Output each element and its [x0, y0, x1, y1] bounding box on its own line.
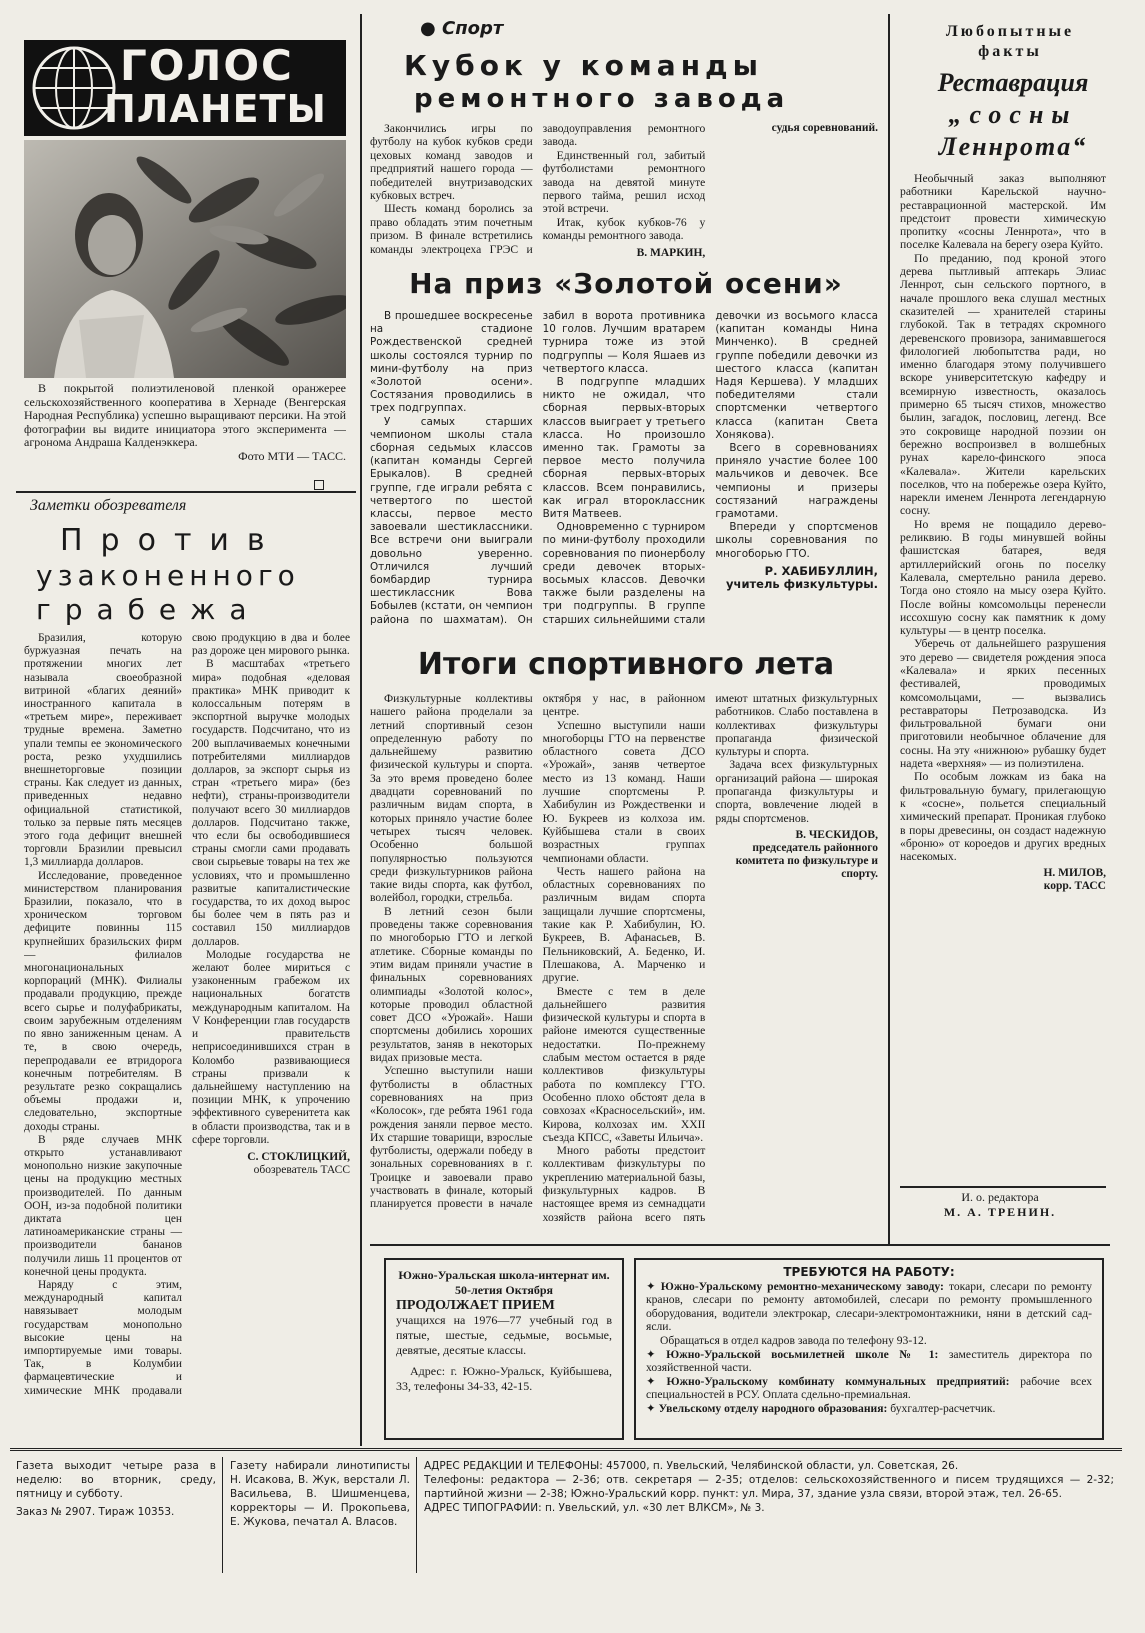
footer-divider [416, 1457, 417, 1573]
lyub-paragraph: По преданию, под кроной этого дерева пытливый аптекарь Элиас Леннрот, сын сельского портного, в начале прошлого века слушал местных сказителей — хранителей старины глубокой. Так в тетрадях скромного деревенского провизора, занимавшегося филологией любопытства ради, но именно благодаря этому получившего вскоре университетскую кафедру и всемирную известность, оказалось примерно 65 тысяч стихов, множество былин, загадок, пословиц, легенд. Все это сокровище народной поэзии он бережно воспроизвел в волшебных рунах карело-финского эпоса «Калевала». Жители карельских поселков, что на побережье озера Куйто, нарекли именем Леннрота легендарную сосну. [900, 251, 1106, 518]
itogi-author: В. ЧЕСКИДОВ, председатель районного комитета по физкультуре и спорту. [735, 828, 878, 880]
itogi-paragraph: Много работы предстоит коллективам физкультуры по укреплению материальной базы, физкультурных кадров. В настоящее время из семнадцати хозяйств района всего пять имеют штатных физкультурных работников. Слабо поставлена в коллективах физкультуры пропаганда физической культуры и спорта. [542, 692, 878, 1224]
footer-phones: Телефоны: редактора — 2-36; отв. секретаря — 2-35; отделов: сельскохозяйственного и писем трудящихся — 2-32; партийной жизни — 2-38; Южно-Уральский корр. пункт: ул. Мира, 37, здание узла связи, второй этаж, тел. 26-65. [424, 1474, 1114, 1500]
kubok-paragraph: Закончились игры по футболу на кубок кубков среди цеховых команд заводов и предприятий нашего города — победителей внутризаводских кубковых встреч. [370, 122, 533, 203]
divider [370, 1244, 1110, 1246]
photo-illustration [24, 140, 346, 378]
lyub-paragraph: Но время не пощадило дерево-реликвию. В годы минувшей войны фашистская батарея, ведя артиллерийский огонь по поселку Калевала, смертельно ранила дерево. Тогда оно стояло на мысу озера Куйто. После войны комсомольцы перенесли иссохшую сосну как памятник к дому культуры — в центр поселка. [900, 517, 1106, 638]
editor-block [900, 1190, 1100, 1220]
editor-name: М. А. ТРЕНИН. [943, 1205, 1057, 1219]
jobs-item: ✦ Южно-Уральскому комбинату коммунальных предприятий: рабочие всех специальностей в РСУ. Оплата сдельно-премиальная. [646, 1374, 1092, 1402]
priz-paragraph: В прошедшее воскресенье на стадионе Рождественской средней школы состоялся турнир по мини-футболу на приз «Золотой осени». Состязания проводились в трех подгруппах. [370, 310, 533, 415]
lyub-title-3: Леннрота“ [938, 132, 1088, 161]
school-ad-text: учащихся на 1976—77 учебный год в пятые, шестые, седьмые, восьмые, девятые, десятые классы. [396, 1313, 612, 1357]
priz-title: На приз «Золотой осени» [409, 267, 843, 300]
footer-schedule [16, 1459, 216, 1519]
jobs-item: ✦ Южно-Уральскому ремонтно-механическому заводу: токари, слесари по ремонту кранов, слесари по ремонту автомобилей, слесари по ремонту промышленного оборудования, водители электрокар, слесари-электромонтажники, няни в детский сад-ясли. [646, 1279, 1093, 1334]
priz-paragraph: В подгруппе младших никто не ожидал, что сборная первых-вторых классов выиграет у третьего класса. Но произошло именно так. Грамоты за первое место получила сборная первых-вторых классов. Всем понравились, как играл второклассник Витя Матвеев. [542, 376, 706, 521]
kubok-body [370, 122, 878, 262]
itogi-title: Итоги спортивного лета [417, 647, 835, 682]
zametki-rubric: Заметки обозревателя [30, 497, 187, 514]
lyubopytnye-rubric: Любопытные факты [945, 23, 1075, 60]
zametki-title-3: грабежа [36, 594, 261, 626]
divider [16, 491, 356, 493]
jobs-title: ТРЕБУЮТСЯ НА РАБОТУ: [783, 1265, 955, 1279]
footer-schedule-text: Газета выходит четыре раза в неделю: во вторник, среду, пятницу и субботу. [16, 1460, 216, 1500]
zametki-paragraph: Наряду с этим, международный капитал навязывает молодым государствам монопольно высокие цены на импортируемые ими товары. Так, в Колумбии фармацевтические и химические МНК продавали свою продукцию в два и более раз дороже цен мирового рынка. [24, 632, 350, 1397]
diamond-icon: ✦ [646, 1347, 667, 1361]
itogi-paragraph: Честь нашего района на областных соревнованиях по различным видам спорта защищали лучшие спортсмены, такие как Р. Хабибулин, Ю. Букреев, В. Афанасьев, В. Пельниковский, А. Беденко, И. Плешакова, А. Марченко и другие. [542, 864, 706, 985]
school-ad-headline: ПРОДОЛЖАЕТ ПРИЕМ [396, 1298, 555, 1313]
zametki-paragraph: В масштабах «третьего мира» подобная «деловая практика» МНК приводит к колоссальным потерям в экспортной выручке молодых государств. Подсчитано, что из 200 выплачиваемых конечными потребителями миллиардов долларов, за экспорт сырья из стран «третьего мира» (без нефти), страны-производители получают всего 30 миллиардов долларов. Подсчитано также, что если бы освободившиеся страны смогли сами продавать свои сырьевые товары на тех же условиях, что и промышленно развитые капиталистические государства, то их доход вырос бы более чем в пять раз и составил 150 миллиардов долларов. [192, 658, 350, 948]
column-divider [360, 14, 362, 1446]
jobs-item: ✦ Увельскому отделу народного образования: бухгалтер-расчетчик. [646, 1401, 996, 1415]
kubok-paragraph: Итак, кубок кубков-76 у команды ремонтного завода. [542, 215, 706, 243]
lyub-paragraph: Уберечь от дальнейшего разрушения это дерево — свидетеля рождения эпоса «Калевала» и ярких песенных фестивалей, проводимых комсомольцами, — вызвались реставраторы Петрозаводска. Из фильтровальной бумаги они приготовили необычное облачение для сосны. На эту «нижнюю» рубашку будет надета «верхняя» — из полиэтилена. [900, 637, 1106, 771]
zametki-title-2: узаконенного [36, 560, 300, 592]
lyub-title-1: Реставрация [937, 68, 1089, 97]
column-divider [888, 14, 890, 1244]
priz-author: Р. ХАБИБУЛЛИН, учитель физкультуры. [726, 563, 878, 591]
diamond-icon: ✦ [646, 1279, 661, 1293]
photo-credit: Фото МТИ — ТАСС. [238, 448, 346, 462]
itogi-paragraph: Задача всех физкультурных организаций района — широкая пропаганда физкультуры и спорта, вовлечение людей в ряды спортсменов. [715, 758, 878, 825]
jobs-item: ✦ Южно-Уральской восьмилетней школе № 1: заместитель директора по хозяйственной части. [646, 1347, 1092, 1375]
kubok-title-1: Кубок у команды [404, 50, 763, 82]
zametki-paragraph: Бразилия, которую буржуазная печать на протяжении многих лет называла своеобразной витриной «благих деяний» иностранного капитала в «третьем мире», переживает трудные времена. Заметно упали темпы ее экономического роста, резко ухудшились внешнеторговые позиции страны. Как следует из данных, приведенных недавно официальной статистикой, только за первые пять месяцев этого года дефицит внешней торговли Бразилии превысил 1,3 миллиарда долларов. [24, 632, 182, 869]
zametki-paragraph: Исследование, проведенное министерством планирования Бразилии, показало, что в хроническом торговом дефиците повинны 115 крупнейших бразильских фирм — филиалов многонациональных корпораций (МНК). Филиалы продавали продукцию, прежде всего сырье и полуфабрикаты, своим зарубежным отделениям по явно заниженным ценам. А те, в свою очередь, перепродавали ее втридорога конечным потребителям. В результате резко сокращались объемы продажи и, следовательно, экспортные доходы страны. [24, 869, 182, 1133]
masthead-title-2: ПЛАНЕТЫ [104, 87, 327, 131]
priz-paragraph: У самых старших чемпионом школы стала сборная седьмых классов (капитан команды Сергей Ерыкалов). В средней группе, где играли ребята с четвертого по шестой классы, первое место завоевали шестиклассники. Все встречи они выиграли довольно уверенно. Отличился лучший бомбардир турнира шестиклассник Вова Бобылев (кстати, он чемпион района по шахматам). Он забил в ворота противника 10 голов. Лучшим вратарем турнира тоже из этой подгруппы — Коля Яшаев из четвертого класса. [370, 310, 706, 626]
zametki-paragraph: В ряде случаев МНК открыто устанавливают монопольно низкие закупочные цены на продукцию местных производителей. По данным ООН, из-за подобной политики диктата цен латиноамериканские страны — производители бананов получили лишь 11 процентов от конечной цены продукта. [24, 1133, 182, 1278]
itogi-paragraph: Успешно выступили наши футболисты в областных соревнованиях на приз «Колосок», где ребята 1961 года рождения заняли первое место. Их старшие товарищи, взрослые футболисты, одержали победу в зональных соревнованиях в г. Троицке и завоевали право участвовать в финале, который планируется провести в начале октября у нас, в районном центре. [370, 692, 706, 1211]
lyub-paragraph: Необычный заказ выполняют работники Карельской научно-реставрационной мастерской. Им предстоит провести химическую пропитку «сосны Леннрота», что в поселке Калевала на берегу озера Куйто. [900, 172, 1106, 252]
zametki-body [24, 632, 350, 1424]
zametki-paragraph: Молодые государства не желают более мириться с узаконенным грабежом их национальных богатств международным капиталом. На V Конференции глав государств и правительств неприсоединившихся стран в Коломбо развивающиеся страны призвали к дальнейшему наступлению на позиции МНК, к упрочению эффективного суверенитета как в области производства, так и в сфере торговли. [192, 948, 350, 1146]
footer-address-line: АДРЕС РЕДАКЦИИ И ТЕЛЕФОНЫ: 457000, п. Увельский, Челябинской области, ул. Советская, 26. [424, 1460, 959, 1472]
lyub-paragraph: По особым ложкам из бака на фильтровальную бумагу, прилегающую к «сосне», польется специальный химический препарат. Проникая глубоко в поры древесины, он создаст надежную «броню» от короедов и других вредных насекомых. [900, 770, 1106, 864]
priz-paragraph: Всего в соревнованиях приняло участие более 100 мальчиков и девочек. Все чемпионы и призеры состязаний награждены грамотами. [715, 442, 878, 521]
itogi-paragraph: Вместе с тем в деле дальнейшего развития физической культуры и спорта в районе имеются существенные недостатки. По-прежнему слабым местом остается в ряде коллективов физкультуры работа по комплексу ГТО. Особенно плохо обстоят дела в совхозах «Красносельский», им. Кирова, колхозах им. XXII съезда КПСС, «Заветы Ильича». [542, 984, 706, 1144]
school-ad-line1: Южно-Уральская школа-интернат им. 50-летия Октября [398, 1268, 610, 1297]
zametki-title-1: Против [60, 524, 283, 558]
jobs-item: Обращаться в отдел кадров завода по телефону 93-12. [660, 1333, 927, 1347]
editor-title: И. о. редактора [961, 1190, 1039, 1204]
itogi-paragraph: Физкультурные коллективы нашего района проделали за летний спортивный сезон определенную работу по дальнейшему развитию физической культуры и спорта. За это время проведено более двадцати соревнований по различным видам спорта, в которых приняло участие более четырех тысяч человек. Особенно большой популярностью пользуются среди физкультурников района такие виды спорта, как футбол, волейбол, городки, стрельба. [370, 692, 533, 905]
end-mark-golos [314, 476, 328, 490]
itogi-paragraph: В летний сезон были проведены также соревнования по многоборью ГТО и легкой атлетике. Сборные команды по этим видам приняли участие в финальных соревнованиях олимпиады «Золотой колос», которые проводил областной совет ДСО «Урожай». Наши спортсмены добились хороших результатов, заняв в некоторых видах призовые места. [370, 904, 533, 1065]
itogi-body [370, 692, 878, 1232]
itogi-paragraph: Успешно выступили наши многоборцы ГТО на первенстве областного совета ДСО «Урожай», заняв четвертое место из 13 команд. Наши лучшие спортсмены Р. Хабибулин из Рождественки и Ю. Букреев из колхоза им. Куйбышева стали в своих возрастных группах чемпионами области. [542, 718, 706, 865]
kubok-title-2: ремонтного завода [414, 84, 790, 114]
footer-staff [230, 1459, 410, 1529]
priz-body [370, 310, 878, 640]
golos-masthead [24, 40, 346, 136]
footer-address [424, 1459, 1114, 1515]
school-ad-address: Адрес: г. Южно-Уральск, Куйбышева, 33, телефоны 34-33, 42-15. [396, 1364, 612, 1393]
bullet-icon: ● [420, 18, 442, 39]
footer-order: Заказ № 2907. Тираж 10353. [16, 1506, 175, 1518]
footer-divider [222, 1457, 223, 1573]
school-ad [384, 1258, 624, 1440]
greenhouse-photo [24, 140, 346, 378]
footer [10, 1448, 1122, 1623]
priz-paragraph: Одновременно с турниром по мини-футболу проходили соревнования по пионерболу среди девочек вторых-восьмых классов. Девочки также были разделены на три подгруппы. В группе старших сильнейшими стали девочки из восьмого класса (капитан команды Нина Минченко). В средней группе победили девочки из шестого класса (капитан Надя Кершева). У младших победителями стали спортсменки четвертого класса (капитан Света Хонякова). [542, 310, 878, 626]
lyub-body [900, 172, 1106, 1182]
photo-caption-box [24, 382, 346, 462]
kubok-paragraph: Шесть команд боролись за право обладать этим почетным призом. В финале встретились команды электроцеха ГРЭС и заводоуправления ремонтного завода. [370, 122, 706, 256]
diamond-icon: ✦ [646, 1374, 667, 1388]
priz-paragraph: Впереди у спортсменов школы соревнования по многоборью ГТО. [715, 521, 878, 560]
lyub-title-2: „сосны [948, 100, 1078, 129]
photo-caption: В покрытой полиэтиленовой пленкой оранжерее сельскохозяйственного кооператива в Хернаде (Венгерская Народная Республика) успешно выращивают персики. На этой фотографии вы видите инициатора этого эксперимента — агронома Андраша Калденэккера. [24, 382, 346, 450]
masthead-title-1: ГОЛОС [120, 41, 294, 90]
diamond-icon: ✦ [646, 1401, 659, 1415]
divider [900, 1186, 1106, 1188]
lyub-author: Н. МИЛОВ, корр. ТАСС [1043, 867, 1106, 893]
kubok-author: В. МАРКИН, судья соревнований. [636, 122, 878, 259]
jobs-ad [634, 1258, 1104, 1440]
footer-typography: АДРЕС ТИПОГРАФИИ: п. Увельский, ул. «30 лет ВЛКСМ», № 3. [424, 1502, 765, 1514]
zametki-author: С. СТОКЛИЦКИЙ, обозреватель ТАСС [247, 1150, 350, 1176]
kubok-paragraph: Единственный гол, забитый футболистами ремонтного завода на девятой минуте первого тайма, решил исход этой встречи. [542, 148, 706, 216]
sport-rubric: ● Спорт [420, 18, 504, 39]
footer-staff-text: Газету набирали линотиписты Н. Исакова, В. Жук, верстали Л. Васильева, В. Шишменцева, корректоры — И. Прокопьева, Е. Жукова, печатал А. Власов. [230, 1460, 410, 1528]
